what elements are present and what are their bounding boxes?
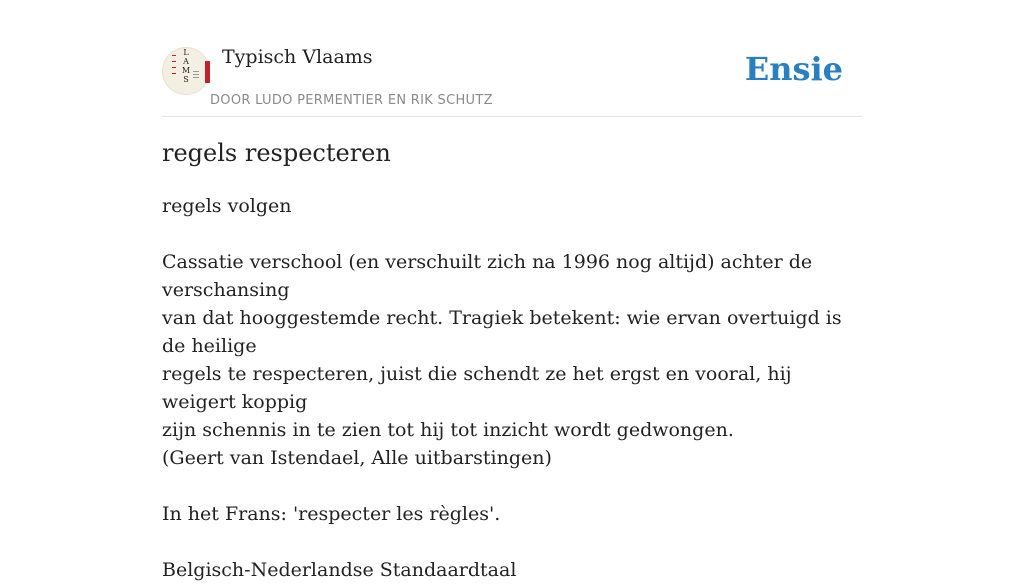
example-line: regels te respecteren, juist die schendt ze het ergst en vooral, hij weigert koppig — [162, 363, 792, 413]
source-authors: DOOR LUDO PERMENTIER EN RIK SCHUTZ — [210, 93, 493, 108]
avatar-decoration — [193, 77, 199, 78]
example-line: Cassatie verschool (en verschuilt zich na 1996 nog altijd) achter de verschansing — [162, 251, 813, 301]
avatar-decoration — [193, 74, 199, 75]
avatar-letter-s: S — [183, 75, 189, 84]
page-header — [162, 40, 862, 117]
entry-body — [162, 192, 862, 584]
paragraph-gap — [162, 220, 862, 248]
example-citation: (Geert van Istendael, Alle uitbarstingen) — [162, 447, 552, 469]
example-line: zijn schennis in te zien tot hij tot inzicht wordt gedwongen. — [162, 419, 734, 441]
entry-definition: regels volgen — [162, 195, 292, 217]
avatar-letter-l: L — [183, 48, 189, 57]
avatar-decoration — [172, 61, 176, 62]
entry-term: regels respecteren — [162, 139, 391, 167]
source-avatar[interactable] — [162, 47, 210, 95]
french-note: In het Frans: 'respecter les règles'. — [162, 503, 501, 525]
paragraph-gap — [162, 528, 862, 556]
avatar-stripe — [205, 61, 210, 83]
avatar-decoration — [172, 55, 176, 56]
entry-category: Belgisch-Nederlandse Standaardtaal — [162, 559, 517, 581]
avatar-letter-m: M — [181, 66, 191, 75]
paragraph-gap — [162, 472, 862, 500]
avatar-decoration — [193, 71, 199, 72]
avatar-decoration — [172, 73, 176, 74]
example-line: van dat hooggestemde recht. Tragiek betekent: wie ervan overtuigd is de heilige — [162, 307, 842, 357]
avatar-letter-a: A — [183, 57, 189, 66]
avatar-letters — [180, 48, 192, 84]
avatar-decoration — [172, 67, 176, 68]
ensie-logo-link[interactable]: Ensie — [744, 50, 843, 88]
source-title[interactable]: Typisch Vlaams — [222, 46, 373, 68]
